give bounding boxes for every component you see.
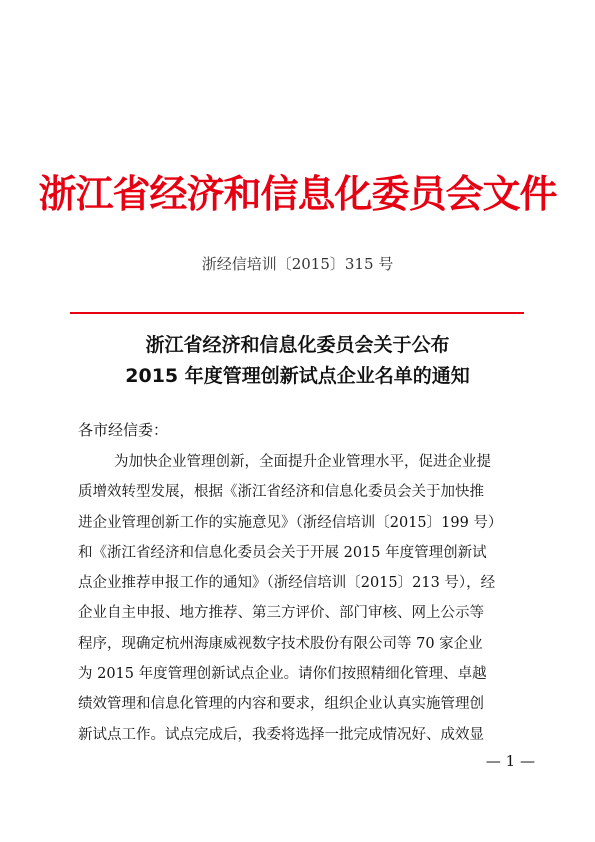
body-line: 程序，现确定杭州海康威视数字技术股份有限公司等 70 家企业: [78, 635, 483, 652]
body-paragraph: [78, 447, 518, 750]
notice-title: [0, 330, 595, 392]
page-number: — 1 —: [485, 752, 535, 770]
salutation: 各市经信委：: [78, 421, 169, 439]
masthead-title: 浙江省经济和信息化委员会文件: [38, 171, 557, 216]
body-line: 进企业管理创新工作的实施意见》（浙经信培训〔2015〕199 号）: [78, 514, 503, 531]
body-line: 为加快企业管理创新，全面提升企业管理水平，促进企业提: [114, 454, 491, 470]
body-line: 质增效转型发展，根据《浙江省经济和信息化委员会关于加快推: [78, 484, 484, 501]
document-number: 浙经信培训〔2015〕315 号: [201, 255, 394, 273]
body-line: 和《浙江省经济和信息化委员会关于开展 2015 年度管理创新试: [78, 544, 487, 561]
body-line: 绩效管理和信息化管理的内容和要求，组织企业认真实施管理创: [78, 696, 484, 713]
notice-title-line-1: 浙江省经济和信息化委员会关于公布: [145, 334, 450, 356]
notice-title-line-2: 2015 年度管理创新试点企业名单的通知: [125, 365, 470, 387]
body-line: 企业自主申报、地方推荐、第三方评价、部门审核、网上公示等: [78, 605, 484, 622]
body-line: 为 2015 年度管理创新试点企业。请你们按照精细化管理、卓越: [78, 666, 487, 683]
body-line: 新试点工作。试点完成后，我委将选择一批完成情况好、成效显: [78, 726, 484, 743]
red-divider-line: [70, 312, 524, 314]
body-line: 点企业推荐申报工作的通知》（浙经信培训〔2015〕213 号），经: [78, 575, 496, 592]
